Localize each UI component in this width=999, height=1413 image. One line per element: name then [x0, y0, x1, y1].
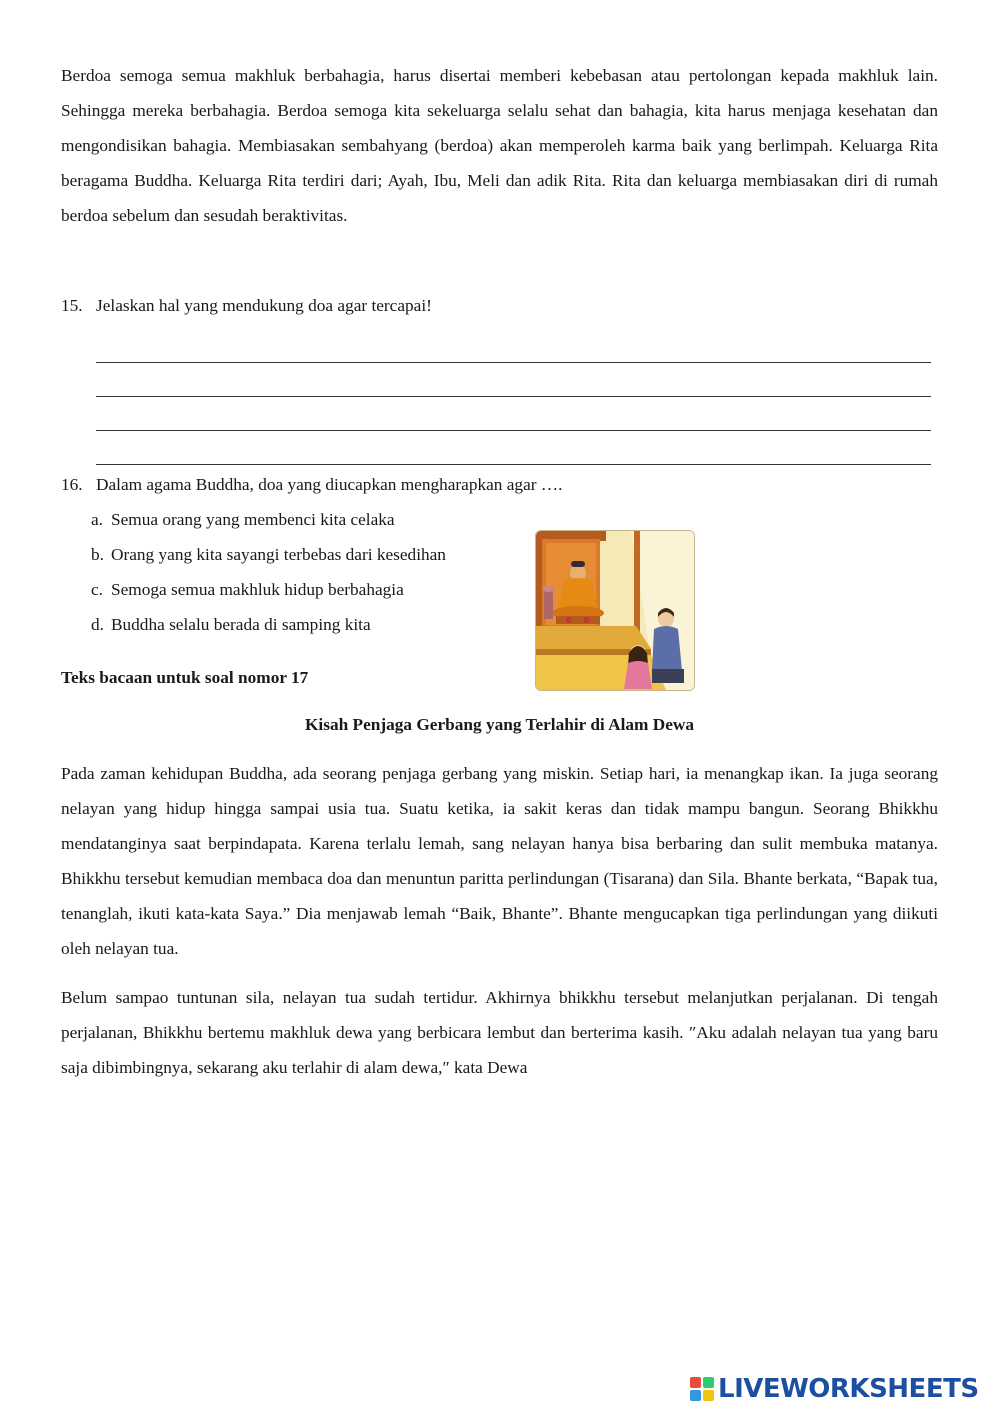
option-a[interactable]	[91, 502, 938, 537]
story-paragraph-1: Pada zaman kehidupan Buddha, ada seorang penjaga gerbang yang miskin. Setiap hari, ia menangkap ikan. Ia juga seorang nelayan yang hidup hingga sampai usia tua. Suatu ketika, ia sakit keras dan tidak mampu bangun. Seorang Bhikkhu mendatanginya saat berpindapata. Karena terlalu lemah, sang nelayan hanya bisa berbaring dan sulit membuka matanya. Bhikkhu tersebut kemudian membaca doa dan menuntun paritta perlindungan (Tisarana) dan Sila. Bhante berkata, “Bapak tua, tenanglah, ikuti kata-kata Saya.” Dia menjawab lemah “Baik, Bhante”. Bhante mengucapkan tiga perlindungan yang diikuti oleh nelayan tua.	[61, 764, 938, 958]
family-praying-illustration	[535, 530, 695, 691]
option-d-label: d.	[91, 615, 104, 634]
question-16-number: 16.	[61, 475, 83, 494]
answer-line-3[interactable]	[96, 397, 931, 431]
liveworksheets-logo-icon	[690, 1377, 714, 1401]
option-b-text: Orang yang kita sayangi terbebas dari kesedihan	[111, 545, 446, 564]
intro-paragraph: Berdoa semoga semua makhluk berbahagia, harus disertai memberi kebebasan atau pertolongan kepada makhluk lain. Sehingga mereka berbahagia. Berdoa semoga kita sekeluarga selalu sehat dan bahagia, kita harus menjaga kesehatan dan mengondisikan bahagia. Membiasakan sembahyang (berdoa) akan memperoleh karma baik yang berlimpah. Keluarga Rita beragama Buddha. Keluarga Rita terdiri dari; Ayah, Ibu, Meli dan adik Rita. Rita dan keluarga membiasakan diri di rumah berdoa sebelum dan sesudah beraktivitas.	[61, 66, 938, 225]
question-15-text: Jelaskan hal yang mendukung doa agar tercapai!	[96, 296, 432, 315]
answer-line-4[interactable]	[96, 431, 931, 465]
story-paragraph-2: Belum sampao tuntunan sila, nelayan tua sudah tertidur. Akhirnya bhikkhu tersebut melanjutkan perjalanan. Di tengah perjalanan, Bhikkhu bertemu makhluk dewa yang berbicara lembut dan berterima kasih. ″Aku adalah nelayan tua yang baru saja dibimbingnya, sekarang aku terlahir di alam dewa,″ kata Dewa	[61, 988, 938, 1077]
answer-line-1[interactable]	[96, 329, 931, 363]
option-d-text: Buddha selalu berada di samping kita	[111, 615, 371, 634]
option-b-label: b.	[91, 545, 104, 564]
liveworksheets-logo-text: LIVEWORKSHEETS	[718, 1374, 979, 1404]
option-a-label: a.	[91, 510, 103, 529]
reading-label: Teks bacaan untuk soal nomor 17	[61, 668, 309, 687]
option-c-text: Semoga semua makhluk hidup berbahagia	[111, 580, 404, 599]
worksheet-page	[61, 58, 938, 1085]
answer-lines	[96, 323, 931, 465]
liveworksheets-logo	[690, 1376, 979, 1402]
option-c[interactable]	[91, 572, 938, 607]
question-15-number: 15.	[61, 296, 83, 315]
question-16-text: Dalam agama Buddha, doa yang diucapkan mengharapkan agar ….	[96, 475, 563, 494]
option-d[interactable]	[91, 607, 938, 642]
answer-line-2[interactable]	[96, 363, 931, 397]
question-15	[61, 288, 938, 323]
story-title: Kisah Penjaga Gerbang yang Terlahir di Alam Dewa	[304, 715, 695, 734]
question-16	[61, 467, 938, 502]
option-a-text: Semua orang yang membenci kita celaka	[111, 510, 395, 529]
question-16-options	[91, 502, 938, 642]
option-c-label: c.	[91, 580, 103, 599]
option-b[interactable]	[91, 537, 938, 572]
